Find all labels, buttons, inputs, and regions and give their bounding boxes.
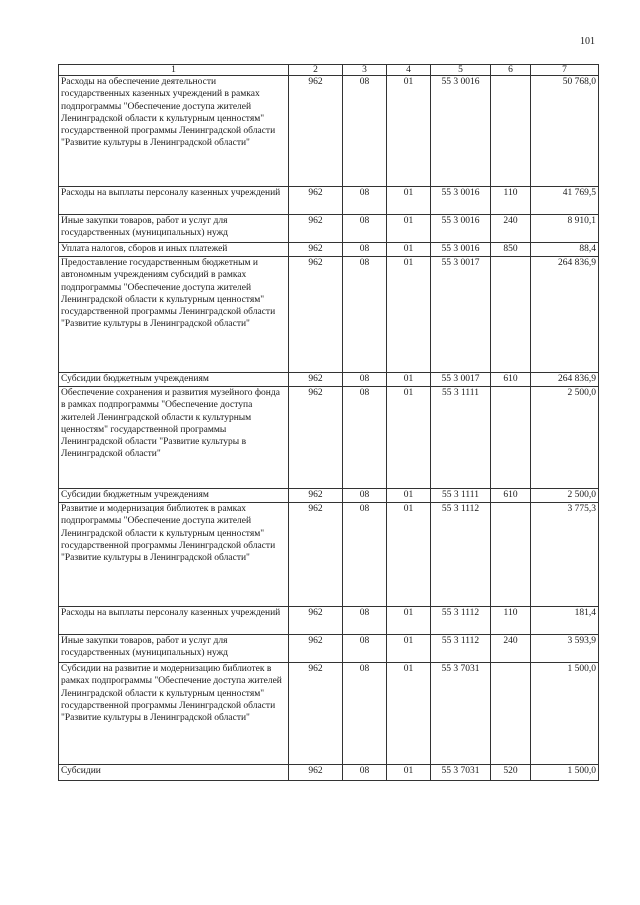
amount: 8 910,1 — [531, 215, 599, 243]
table-row — [59, 76, 599, 187]
subsection-code: 01 — [387, 373, 431, 387]
target-article-code: 55 3 0017 — [431, 257, 491, 373]
expense-type-code — [491, 257, 531, 373]
header-row — [59, 65, 599, 76]
amount: 2 500,0 — [531, 489, 599, 503]
expense-type-code: 110 — [491, 187, 531, 215]
page-number: 101 — [580, 36, 595, 47]
row-description: Расходы на выплаты персоналу казенных учреждений — [59, 607, 289, 635]
row-description: Расходы на выплаты персоналу казенных учреждений — [59, 187, 289, 215]
target-article-code: 55 3 1112 — [431, 503, 491, 607]
section-code: 08 — [343, 503, 387, 607]
row-description: Иные закупки товаров, работ и услуг для государственных (муниципальных) нужд — [59, 215, 289, 243]
table-row — [59, 489, 599, 503]
table-row — [59, 257, 599, 373]
column-header: 1 — [59, 65, 289, 76]
subsection-code: 01 — [387, 765, 431, 781]
amount: 181,4 — [531, 607, 599, 635]
section-code: 08 — [343, 635, 387, 663]
amount: 264 836,9 — [531, 373, 599, 387]
subsection-code: 01 — [387, 607, 431, 635]
target-article-code: 55 3 0016 — [431, 76, 491, 187]
amount: 3 775,3 — [531, 503, 599, 607]
ministry-code: 962 — [289, 373, 343, 387]
table-row — [59, 503, 599, 607]
table-row — [59, 635, 599, 663]
amount: 1 500,0 — [531, 765, 599, 781]
expense-type-code — [491, 76, 531, 187]
section-code: 08 — [343, 765, 387, 781]
expense-type-code — [491, 503, 531, 607]
column-header: 2 — [289, 65, 343, 76]
row-description: Расходы на обеспечение деятельности государственных казенных учреждений в рамках подпрограммы "Обеспечение доступа жителей Ленинградской области к культурным ценностям" государственной программы Ленинградской области "Развитие культуры в Ленинградской области" — [59, 76, 289, 187]
amount: 50 768,0 — [531, 76, 599, 187]
section-code: 08 — [343, 257, 387, 373]
expense-type-code: 240 — [491, 635, 531, 663]
ministry-code: 962 — [289, 187, 343, 215]
section-code: 08 — [343, 76, 387, 187]
ministry-code: 962 — [289, 243, 343, 257]
table-row — [59, 607, 599, 635]
target-article-code: 55 3 0017 — [431, 373, 491, 387]
subsection-code: 01 — [387, 489, 431, 503]
target-article-code: 55 3 0016 — [431, 187, 491, 215]
target-article-code: 55 3 1111 — [431, 489, 491, 503]
ministry-code: 962 — [289, 663, 343, 765]
subsection-code: 01 — [387, 635, 431, 663]
target-article-code: 55 3 0016 — [431, 243, 491, 257]
column-header: 6 — [491, 65, 531, 76]
ministry-code: 962 — [289, 635, 343, 663]
target-article-code: 55 3 0016 — [431, 215, 491, 243]
section-code: 08 — [343, 663, 387, 765]
subsection-code: 01 — [387, 187, 431, 215]
table-row — [59, 215, 599, 243]
section-code: 08 — [343, 243, 387, 257]
budget-table — [58, 64, 599, 781]
expense-type-code: 610 — [491, 489, 531, 503]
amount: 2 500,0 — [531, 387, 599, 489]
row-description: Уплата налогов, сборов и иных платежей — [59, 243, 289, 257]
subsection-code: 01 — [387, 663, 431, 765]
expense-type-code — [491, 663, 531, 765]
expense-type-code: 850 — [491, 243, 531, 257]
ministry-code: 962 — [289, 215, 343, 243]
row-description: Субсидии бюджетным учреждениям — [59, 373, 289, 387]
section-code: 08 — [343, 373, 387, 387]
row-description: Субсидии на развитие и модернизацию библиотек в рамках подпрограммы "Обеспечение доступа жителей Ленинградской области к культурным ценностям" государственной программы Ленинградской области "Развитие культуры в Ленинградской области" — [59, 663, 289, 765]
row-description: Предоставление государственным бюджетным и автономным учреждениям субсидий в рамках подпрограммы "Обеспечение доступа жителей Ленинградской области к культурным ценностям" государственной программы Ленинградской области "Развитие культуры в Ленинградской области" — [59, 257, 289, 373]
ministry-code: 962 — [289, 765, 343, 781]
table-row — [59, 373, 599, 387]
section-code: 08 — [343, 215, 387, 243]
column-header: 7 — [531, 65, 599, 76]
target-article-code: 55 3 1112 — [431, 607, 491, 635]
amount: 264 836,9 — [531, 257, 599, 373]
table-row — [59, 187, 599, 215]
section-code: 08 — [343, 387, 387, 489]
column-header: 3 — [343, 65, 387, 76]
section-code: 08 — [343, 607, 387, 635]
section-code: 08 — [343, 489, 387, 503]
table-row — [59, 387, 599, 489]
table-row — [59, 765, 599, 781]
subsection-code: 01 — [387, 215, 431, 243]
section-code: 08 — [343, 187, 387, 215]
subsection-code: 01 — [387, 76, 431, 187]
column-header: 4 — [387, 65, 431, 76]
table-row — [59, 243, 599, 257]
expense-type-code: 610 — [491, 373, 531, 387]
expense-type-code: 110 — [491, 607, 531, 635]
row-description: Обеспечение сохранения и развития музейного фонда в рамках подпрограммы "Обеспечение доступа жителей Ленинградской области к культурным ценностям" государственной программы Ленинградской области "Развитие культуры в Ленинградской области" — [59, 387, 289, 489]
expense-type-code: 240 — [491, 215, 531, 243]
subsection-code: 01 — [387, 257, 431, 373]
subsection-code: 01 — [387, 387, 431, 489]
ministry-code: 962 — [289, 489, 343, 503]
ministry-code: 962 — [289, 76, 343, 187]
target-article-code: 55 3 7031 — [431, 765, 491, 781]
subsection-code: 01 — [387, 503, 431, 607]
ministry-code: 962 — [289, 503, 343, 607]
row-description: Субсидии бюджетным учреждениям — [59, 489, 289, 503]
row-description: Субсидии — [59, 765, 289, 781]
expense-type-code: 520 — [491, 765, 531, 781]
amount: 88,4 — [531, 243, 599, 257]
amount: 3 593,9 — [531, 635, 599, 663]
target-article-code: 55 3 7031 — [431, 663, 491, 765]
expense-type-code — [491, 387, 531, 489]
column-header: 5 — [431, 65, 491, 76]
subsection-code: 01 — [387, 243, 431, 257]
target-article-code: 55 3 1111 — [431, 387, 491, 489]
ministry-code: 962 — [289, 607, 343, 635]
table-row — [59, 663, 599, 765]
row-description: Развитие и модернизация библиотек в рамках подпрограммы "Обеспечение доступа жителей Ленинградской области к культурным ценностям" государственной программы Ленинградской области "Развитие культуры в Ленинградской области" — [59, 503, 289, 607]
row-description: Иные закупки товаров, работ и услуг для государственных (муниципальных) нужд — [59, 635, 289, 663]
amount: 1 500,0 — [531, 663, 599, 765]
ministry-code: 962 — [289, 257, 343, 373]
target-article-code: 55 3 1112 — [431, 635, 491, 663]
ministry-code: 962 — [289, 387, 343, 489]
amount: 41 769,5 — [531, 187, 599, 215]
